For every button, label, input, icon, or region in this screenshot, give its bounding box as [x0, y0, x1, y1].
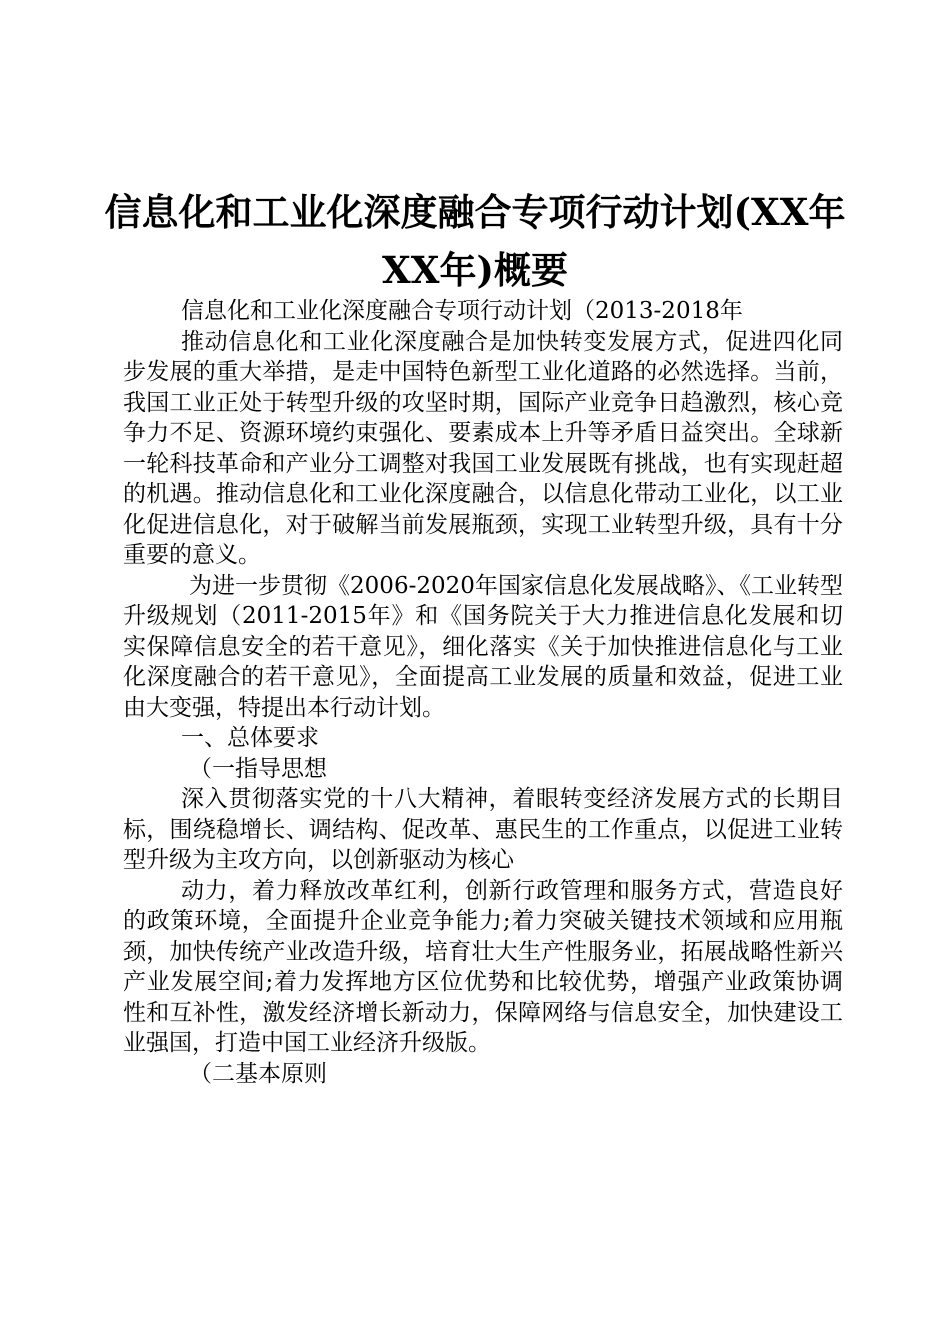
paragraph-guiding-2: 动力，着力释放改革红利，创新行政管理和服务方式，营造良好的政策环境，全面提升企业竞争能力;着力突破关键技术领域和应用瓶颈，加快传统产业改造升级，培育壮大生产性服务业，拓展战略性新兴产业发展空间;着力发挥地方区位优势和比较优势，增强产业政策协调性和互补性，激发经济增长新动力，保障网络与信息安全，加快建设工业强国，打造中国工业经济升级版。	[123, 877, 843, 1056]
subsection-heading-guiding: （一指导思想	[189, 755, 327, 782]
document-title: 信息化和工业化深度融合专项行动计划(XX年XX年)概要	[104, 190, 846, 292]
document-body	[123, 296, 843, 1089]
section-heading-general: 一、总体要求	[181, 725, 319, 751]
subtitle-line: 信息化和工业化深度融合专项行动计划（2013-2018年	[181, 298, 743, 324]
paragraph-intro: 推动信息化和工业化深度融合是加快转变发展方式，促进四化同步发展的重大举措，是走中国特色新型工业化道路的必然选择。当前，我国工业正处于转型升级的攻坚时期，国际产业竞争日趋激烈，核心竞争力不足、资源环境约束强化、要素成本上升等矛盾日益突出。全球新一轮科技革命和产业分工调整对我国工业发展既有挑战，也有实现赶超的机遇。推动信息化和工业化深度融合，以信息化带动工业化，以工业化促进信息化，对于破解当前发展瓶颈，实现工业转型升级，具有十分重要的意义。	[123, 328, 843, 568]
paragraph-purpose: 为进一步贯彻《2006-2020年国家信息化发展战略》、《工业转型升级规划（2011-2015年》和《国务院关于大力推进信息化发展和切实保障信息安全的若干意见》，细化落实《关于加快推进信息化与工业化深度融合的若干意见》，全面提高工业发展的质量和效益，促进工业由大变强，特提出本行动计划。	[123, 572, 843, 721]
paragraph-guiding-1: 深入贯彻落实党的十八大精神，着眼转变经济发展方式的长期目标，围绕稳增长、调结构、促改革、惠民生的工作重点，以促进工业转型升级为主攻方向，以创新驱动为核心	[123, 786, 843, 873]
subsection-heading-principles: （二基本原则	[189, 1060, 327, 1087]
